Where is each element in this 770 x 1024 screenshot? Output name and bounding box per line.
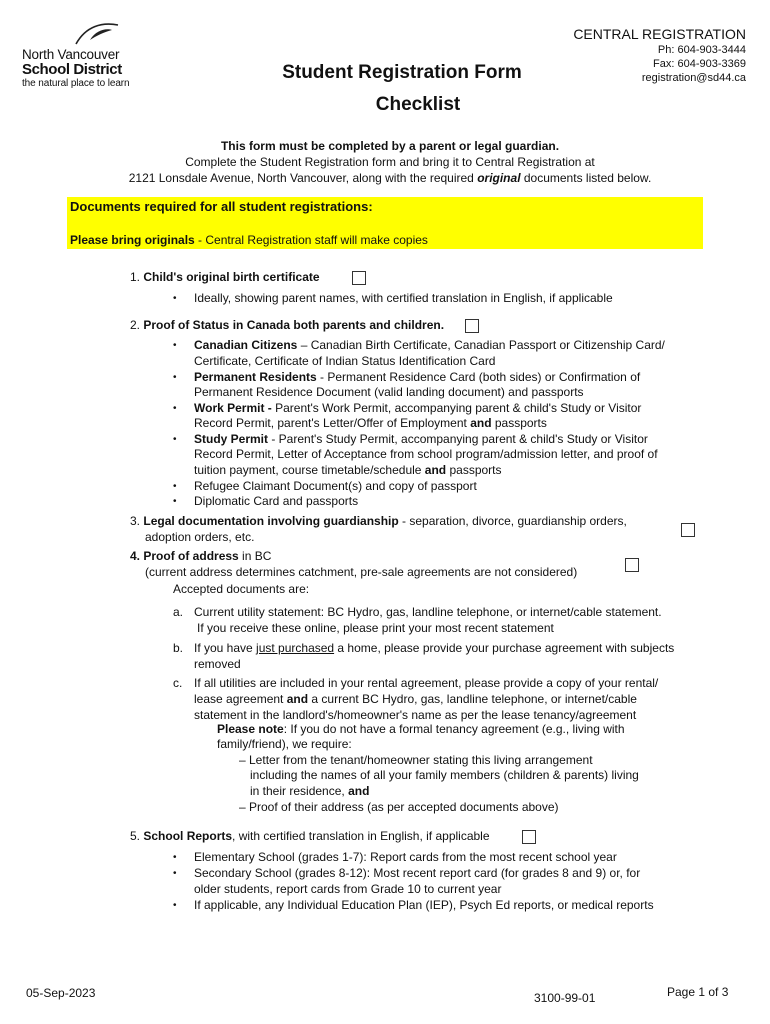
item-4-a: Current utility statement: BC Hydro, gas, landline telephone, or internet/cable statement. bbox=[194, 605, 662, 619]
item-5-secondary: Secondary School (grades 8-12): Most recent report card (for grades 8 and 9) or, for bbox=[194, 866, 641, 880]
page-title: Student Registration Form bbox=[282, 62, 522, 83]
item-4-note: (current address determines catchment, pre-sale agreements are not considered) bbox=[145, 565, 578, 579]
item-3-cont: adoption orders, etc. bbox=[145, 530, 255, 544]
item-2-study-permit-cont2: tuition payment, course timetable/schedule and passports bbox=[194, 463, 502, 477]
item-2-work-permit: Work Permit - Parent's Work Permit, accompanying parent & child's Study or Visitor bbox=[194, 401, 642, 415]
logo-line-1: North Vancouver bbox=[22, 47, 120, 62]
item-5-title: 5. School Reports, with certified translation in English, if applicable bbox=[130, 829, 490, 843]
item-3-checkbox[interactable] bbox=[681, 523, 695, 537]
item-4-b-cont: removed bbox=[194, 657, 241, 671]
item-4-b-label: b. bbox=[173, 641, 184, 655]
leaf-swoosh-icon bbox=[72, 22, 122, 48]
bullet-icon: • bbox=[173, 403, 177, 414]
bullet-icon: • bbox=[173, 481, 177, 492]
fax-number: Fax: 604-903-3369 bbox=[653, 58, 746, 70]
item-4-title: 4. Proof of address in BC bbox=[130, 549, 272, 563]
bullet-icon: • bbox=[173, 434, 177, 445]
bullet-icon: • bbox=[173, 372, 177, 383]
item-4-dash-2: – Proof of their address (as per accepted documents above) bbox=[239, 800, 559, 814]
item-4-a-label: a. bbox=[173, 605, 184, 619]
item-2-study-permit-cont: Record Permit, Letter of Acceptance from school program/admission letter, and proof of bbox=[194, 447, 658, 461]
bullet-icon: • bbox=[173, 293, 177, 304]
intro-line-3: 2121 Lonsdale Avenue, North Vancouver, along with the required original documents listed below. bbox=[128, 171, 652, 185]
notice-text: Please bring originals - Central Registration staff will make copies bbox=[70, 233, 428, 247]
item-5-secondary-cont: older students, report cards from Grade 10 to current year bbox=[194, 882, 502, 896]
logo-line-2: School District bbox=[22, 61, 122, 78]
item-5-checkbox[interactable] bbox=[522, 830, 536, 844]
bullet-icon: • bbox=[173, 900, 177, 911]
item-3-title: 3. Legal documentation involving guardianship - separation, divorce, guardianship orders, bbox=[130, 514, 627, 528]
item-4-please-note: Please note: If you do not have a formal tenancy agreement (e.g., living with bbox=[217, 722, 625, 736]
item-4-dash-1-cont2: in their residence, and bbox=[250, 784, 370, 798]
item-4-a-cont: If you receive these online, please print your most recent statement bbox=[197, 621, 554, 635]
item-2-diplomatic: Diplomatic Card and passports bbox=[194, 494, 359, 508]
item-2-citizens-cont: Certificate, Certificate of Indian Status Identification Card bbox=[194, 354, 496, 368]
bullet-icon: • bbox=[173, 496, 177, 507]
item-4-checkbox[interactable] bbox=[625, 558, 639, 572]
item-2-title: 2. Proof of Status in Canada both parents and children. bbox=[130, 318, 445, 332]
item-4-dash-1-cont: including the names of all your family members (children & parents) living bbox=[250, 768, 639, 782]
item-4-b: If you have just purchased a home, please provide your purchase agreement with subjects bbox=[194, 641, 675, 655]
item-4-accepted: Accepted documents are: bbox=[173, 582, 310, 596]
item-4-c-cont2: statement in the landlord's/homeowner's name as per the lease tenancy/agreement bbox=[194, 708, 637, 722]
item-4-please-note-cont: family/friend), we require: bbox=[217, 737, 352, 751]
item-4-dash-1: – Letter from the tenant/homeowner stating this living arrangement bbox=[239, 753, 593, 767]
item-1-checkbox[interactable] bbox=[352, 271, 366, 285]
intro-line-2: Complete the Student Registration form and bring it to Central Registration at bbox=[185, 155, 595, 169]
item-2-permanent-residents: Permanent Residents - Permanent Residence Card (both sides) or Confirmation of bbox=[194, 370, 641, 384]
email-address: registration@sd44.ca bbox=[641, 72, 746, 84]
footer-form-code: 3100-99-01 bbox=[534, 991, 596, 1005]
item-2-study-permit: Study Permit - Parent's Study Permit, accompanying parent & child's Study or Visitor bbox=[194, 432, 648, 446]
item-1-title: 1. Child's original birth certificate bbox=[130, 270, 320, 284]
item-2-checkbox[interactable] bbox=[465, 319, 479, 333]
footer-date: 05-Sep-2023 bbox=[26, 986, 96, 1000]
bullet-icon: • bbox=[173, 868, 177, 879]
bullet-icon: • bbox=[173, 340, 177, 351]
item-4-c-cont: lease agreement and a current BC Hydro, gas, landline telephone, or internet/cable bbox=[194, 692, 637, 706]
logo-tagline: the natural place to learn bbox=[22, 78, 130, 89]
item-2-work-permit-cont: Record Permit, parent's Letter/Offer of Employment and passports bbox=[194, 416, 547, 430]
page-subtitle: Checklist bbox=[375, 94, 461, 115]
item-4-c-label: c. bbox=[173, 676, 183, 690]
item-4-c: If all utilities are included in your rental agreement, please provide a copy of your rental/ bbox=[194, 676, 659, 690]
item-5-elementary: Elementary School (grades 1-7): Report cards from the most recent school year bbox=[194, 850, 617, 864]
notice-heading: Documents required for all student registrations: bbox=[70, 199, 373, 214]
item-2-refugee: Refugee Claimant Document(s) and copy of passport bbox=[194, 479, 477, 493]
item-2-permanent-residents-cont: Permanent Residence Document (valid landing document) and passports bbox=[194, 385, 584, 399]
item-5-iep: If applicable, any Individual Education Plan (IEP), Psych Ed reports, or medical reports bbox=[194, 898, 654, 912]
footer-page-number: Page 1 of 3 bbox=[667, 985, 729, 999]
intro-line-1: This form must be completed by a parent or legal guardian. bbox=[220, 139, 560, 153]
item-1-bullet: Ideally, showing parent names, with certified translation in English, if applicable bbox=[194, 291, 613, 305]
central-registration-heading: CENTRAL REGISTRATION bbox=[573, 26, 746, 42]
bullet-icon: • bbox=[173, 852, 177, 863]
phone-number: Ph: 604-903-3444 bbox=[657, 44, 746, 56]
item-2-citizens: Canadian Citizens – Canadian Birth Certificate, Canadian Passport or Citizenship Card/ bbox=[194, 338, 665, 352]
